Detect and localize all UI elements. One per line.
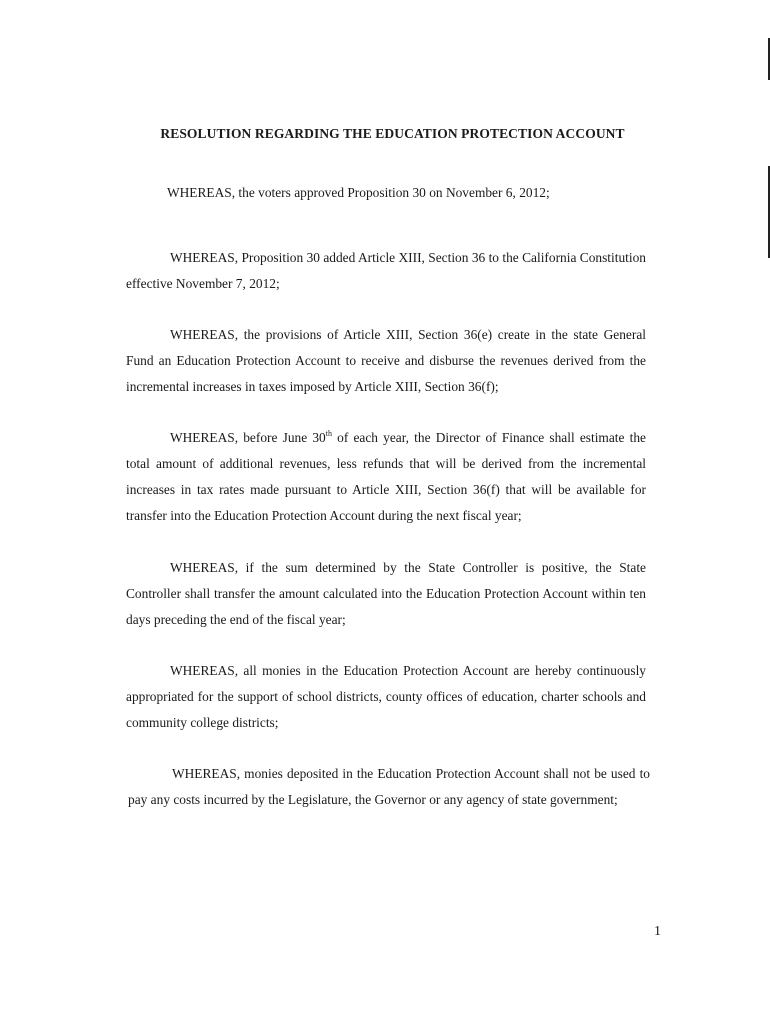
paragraph-whereas-director-of-finance: [126, 425, 646, 529]
paragraph-whereas-proposition-30: WHEREAS, Proposition 30 added Article XIII, Section 36 to the California Constitution effective November 7, 2012;: [126, 250, 646, 291]
paragraph-whereas-voters: WHEREAS, the voters approved Proposition 30 on November 6, 2012;: [167, 185, 550, 200]
paragraph-whereas-monies-deposited: WHEREAS, monies deposited in the Education Protection Account shall not be used to pay any costs incurred by the Legislature, the Governor or any agency of state government;: [128, 766, 650, 807]
document-title: RESOLUTION REGARDING THE EDUCATION PROTECTION ACCOUNT: [160, 126, 625, 141]
paragraph-whereas-state-controller: WHEREAS, if the sum determined by the State Controller is positive, the State Controller shall transfer the amount calculated into the Education Protection Account within ten days preceding the end of the fiscal year;: [126, 560, 646, 627]
paragraph-whereas-monies-appropriated: WHEREAS, all monies in the Education Protection Account are hereby continuously appropriated for the support of school districts, county offices of education, charter schools and community college districts;: [126, 663, 646, 730]
paragraph-whereas-article-xiii-36e: WHEREAS, the provisions of Article XIII, Section 36(e) create in the state General Fund an Education Protection Account to receive and disburse the revenues derived from the incremental increases in taxes imposed by Article XIII, Section 36(f);: [126, 327, 646, 394]
ordinal-suffix: th: [325, 429, 332, 438]
page-number: 1: [654, 924, 661, 939]
paragraph-text: of each year, the Director of Finance shall estimate the total amount of additional revenues, less refunds that will be derived from the incremental increases in tax rates made pursuant to Article XIII, Section 36(f) that will be available for transfer into the Education Protection Account during the next fiscal year;: [126, 430, 646, 523]
paragraph-text: WHEREAS, before June 30: [170, 430, 326, 445]
